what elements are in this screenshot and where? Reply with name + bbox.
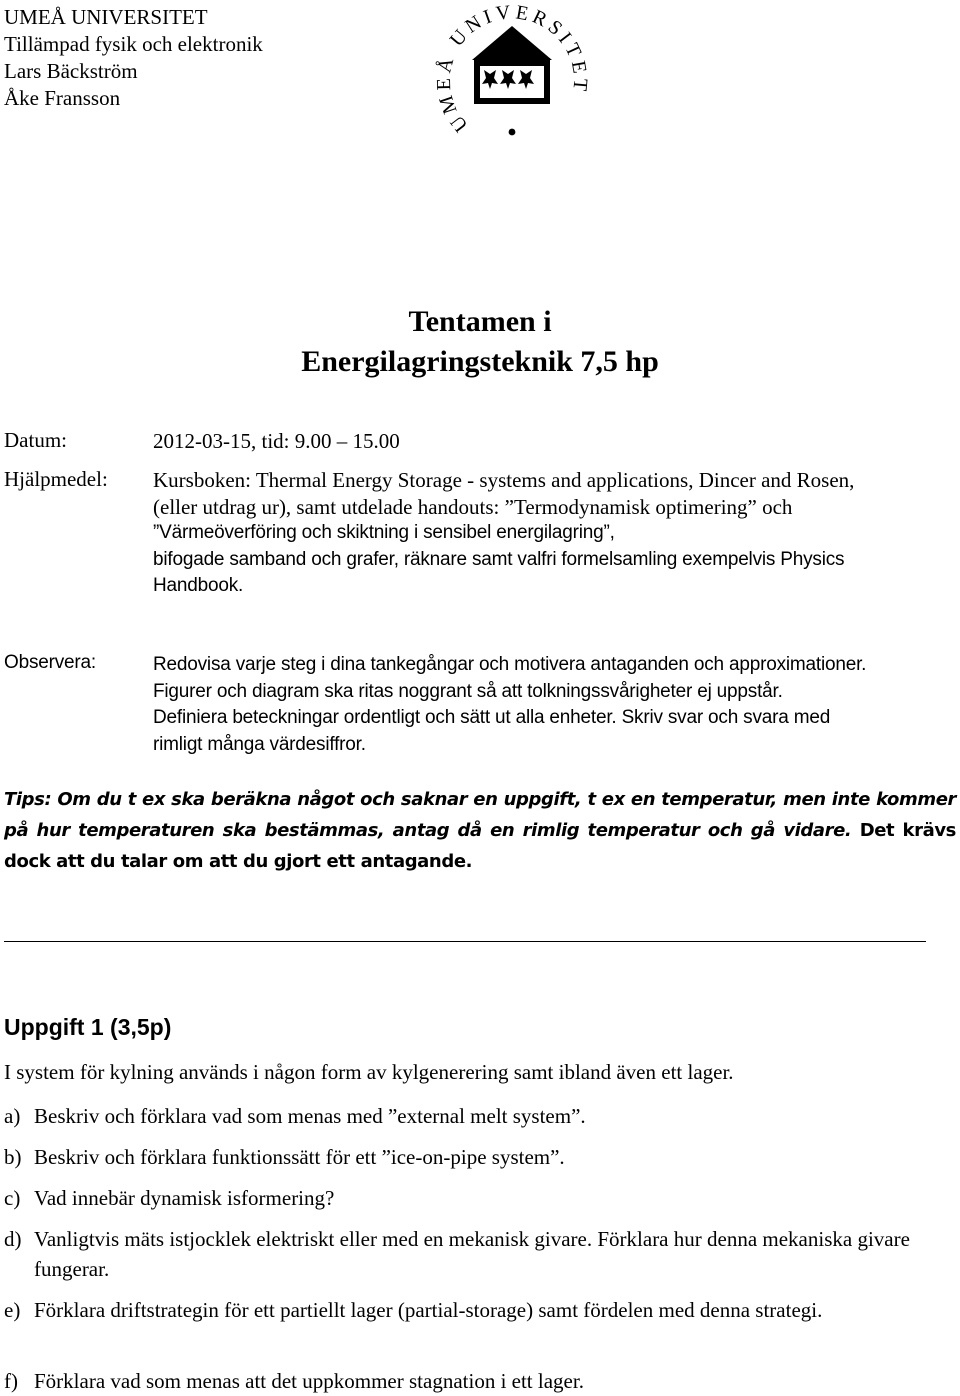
question-label: c) [4, 1186, 21, 1210]
observera-line: rimligt många värdesiffror. [153, 733, 366, 755]
observera-label: Observera: [4, 652, 96, 673]
logo-ring-text: UMEÅ UNIVERSITET [432, 1, 592, 137]
datum-value: 2012-03-15, tid: 9.00 – 15.00 [153, 429, 400, 453]
exam-title [0, 302, 960, 382]
tips-italic-text: Tips: Om du t ex ska beräkna något och saknar en uppgift, t ex en temperatur, men inte kommer på hur temperaturen ska bestämmas, antag då en rimlig temperatur och gå vidare. [4, 789, 956, 841]
question-text: Förklara vad som menas att det uppkommer stagnation i ett lager. [34, 1369, 584, 1393]
question-label: d) [4, 1227, 22, 1251]
question-text: Vanligtvis mäts istjocklek elektriskt eller med en mekanisk givare. Förklara hur denna mekaniska givare fungerar. [34, 1227, 910, 1281]
question-text: Vad innebär dynamisk isformering? [34, 1186, 335, 1210]
hjalpmedel-value [153, 467, 952, 600]
tips-normal-text: Det krävs dock att du talar om att du gjort ett antagande. [4, 820, 956, 872]
question-label: f) [4, 1369, 18, 1393]
author-name: Lars Bäckström [4, 59, 138, 83]
question-label: a) [4, 1104, 21, 1128]
hjalpmedel-line: (eller utdrag ur), samt utdelade handouts: ”Termodynamisk optimering” och [153, 494, 793, 519]
observera-value [153, 652, 952, 758]
exam-title-line: Tentamen i [408, 305, 552, 338]
author-name: Åke Fransson [4, 86, 121, 110]
department-name: Tillämpad fysik och elektronik [4, 32, 263, 56]
logo-dot [509, 129, 516, 136]
question-text: Beskriv och förklara vad som menas med ”external melt system”. [34, 1104, 586, 1128]
tips-paragraph [4, 784, 956, 877]
observera-line: Redovisa varje steg i dina tankegångar och motivera antaganden och approximationer. [153, 654, 867, 675]
observera-line: Definiera beteckningar ordentligt och sätt ut alla enheter. Skriv svar och svara med [153, 707, 831, 728]
hjalpmedel-line: ”Värmeöverföring och skiktning i sensibel energilagring”, [153, 522, 615, 543]
exam-title-course: Energilagringsteknik 7,5 hp [301, 345, 659, 378]
question-text: Förklara driftstrategin för ett partiellt lager (partial-storage) samt fördelen med denna strategi. [34, 1298, 823, 1322]
section-divider [4, 941, 926, 942]
hjalpmedel-line: Kursboken: Thermal Energy Storage - systems and applications, Dincer and Rosen, [153, 468, 855, 492]
question-text: Beskriv och förklara funktionssätt för ett ”ice-on-pipe system”. [34, 1145, 565, 1169]
logo-house-roof [472, 26, 552, 60]
header-block [4, 4, 263, 112]
university-logo [432, 0, 592, 148]
hjalpmedel-line: Handbook. [153, 575, 244, 596]
datum-label: Datum: [4, 428, 67, 452]
university-name: UMEÅ UNIVERSITET [4, 5, 208, 29]
task-title: Uppgift 1 (3,5p) [4, 1014, 172, 1040]
hjalpmedel-label: Hjälpmedel: [4, 467, 108, 491]
hjalpmedel-line: bifogade samband och grafer, räknare samt valfri formelsamling exempelvis Physics [153, 548, 845, 570]
observera-line: Figurer och diagram ska ritas noggrant så att tolkningssvårigheter ej uppstår. [153, 680, 783, 702]
question-label: e) [4, 1298, 21, 1322]
task-intro: I system för kylning används i någon form av kylgenerering samt ibland även ett lager. [4, 1060, 734, 1084]
question-label: b) [4, 1145, 22, 1169]
